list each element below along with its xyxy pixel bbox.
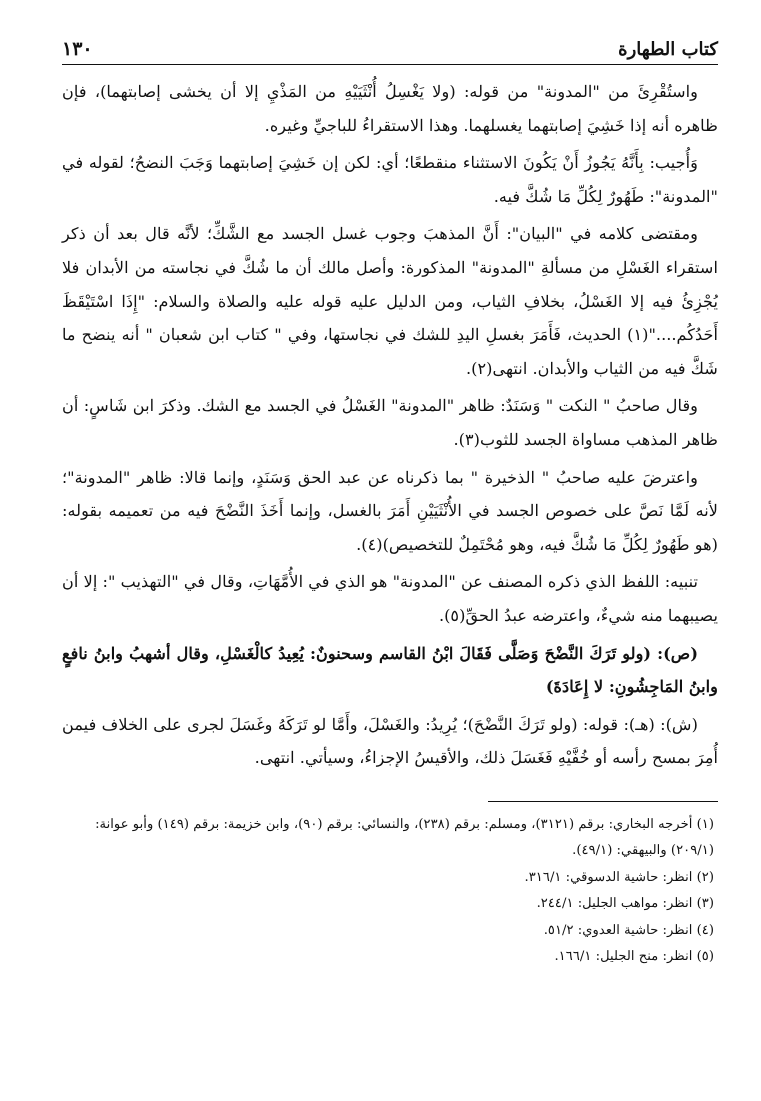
footnote-separator	[488, 801, 718, 802]
footnote-1: (١) أخرجه البخاري: برقم (٣١٢١)، ومسلم: برقم (٢٣٨)، والنسائي: برقم (٩٠)، وابن خزيمة: برقم (١٤٩) وأبو عوانة: (٢٠٩/١) والبيهقي: (٤٩/١).	[95, 816, 714, 859]
paragraph-8-sharh: (ش): (هـ): قوله: (ولو تَرَكَ النَّضْحَ)؛ يُرِيدُ: والغَسْلَ، وأَمَّا لو تَرَكَهُ وغَسَلَ لجرى على الخلاف فيمن أُمِرَ بمسح رأسه أو خُفَّيْهِ فَغَسَلَ ذلك، والأقيسُ الإجزاءُ، وسيأتي. انتهى.	[62, 714, 718, 768]
paragraph-7-matn: (ص): (ولو تَرَكَ النَّضْحَ وَصَلَّى فَقَالَ ابْنُ القاسم وسحنونٌ: يُعِيدُ كالْغَسْلِ، وقال أشهبُ وابنُ نافعٍ وابنُ المَاجِشُونِ: لا إِعَادَةَ)	[62, 643, 718, 697]
paragraph-4: وقال صاحبُ " النكت " وَسَنَدٌ: ظاهر "المدونة" الغَسْلُ في الجسد مع الشك. وذكرَ ابن شَاسٍ: أن ظاهر المذهب مساواة الجسد للثوب(٣).	[62, 396, 718, 449]
running-header	[62, 30, 718, 65]
page-number: ١٣٠	[62, 38, 93, 60]
book-page	[62, 30, 718, 971]
footnote-5: (٥) انظر: منح الجليل: ١٦٦/١.	[554, 949, 714, 965]
paragraph-3: ومقتضى كلامه في "البيان": أَنَّ المذهبَ وجوب غسل الجسد مع الشَّكِّ؛ لأنَّه قال بعد أن ذكر استقراء الغَسْلِ من مسألةِ "المدونة" المذكورة: وأصل مالك أن ما شُكَّ في نجاسته من الأبدان فلا يُجْزِئُ فيه إلا الغَسْلُ، بخلافِ الثياب، ومن الدليل عليه قوله عليه والصلاة والسلام: "إِذَا اسْتَيْقَظَ أَحَدُكُم...."(١) الحديث، فَأَمَرَ بغسلِ اليدِ للشك في نجاستها، وفي " كتاب ابن شعبان " أنه ينضح ما شَكَّ فيه من الثياب والأبدان. انتهى(٢).	[62, 224, 718, 378]
main-text	[62, 75, 718, 775]
chapter-title: كتاب الطهارة	[618, 39, 718, 60]
paragraph-1: واستُقْرِئَ من "المدونة" من قوله: (ولا يَغْسِلُ أُنْثَيَيْهِ من المَذْيِ إلا أن يخشى إصابتهما)، فإن ظاهره أنه إذا خَشِيَ إصابتهما يغسلهما. وهذا الاستقراءُ للباجيِّ وغيره.	[62, 82, 718, 135]
footnote-3: (٣) انظر: مواهب الجليل: ٢٤٤/١.	[536, 896, 714, 912]
footnote-4: (٤) انظر: حاشية العدوي: ٥١/٢.	[543, 922, 714, 938]
footnotes	[62, 812, 718, 971]
paragraph-5: واعترضَ عليه صاحبُ " الذخيرة " بما ذكرناه عن عبد الحق وَسَنَدٍ، وإنما قالا: ظاهر "المدونة"؛ لأنه لَمَّا نَصَّ على خصوص الجسد في الأُنْثَيَيْنِ أَمَرَ بالغسل، وإنما أَخَذَ النَّضْحَ فيه من تعميمه بقوله: (هو طَهُورٌ لِكُلِّ مَا شُكَّ فيه، وهو مُحْتَمِلٌ للتخصيص)(٤).	[62, 467, 718, 554]
paragraph-2: وَأُجيب: بِأَنَّهُ يَجُوزُ أَنْ يَكُونَ الاستثناء منقطعًا؛ أي: لكن إن خَشِيَ إصابتهما وَجَبَ النضحُ؛ لقوله في "المدونة": طَهُورٌ لِكُلِّ مَا شُكَّ فيه.	[62, 153, 718, 206]
footnote-2: (٢) انظر: حاشية الدسوقي: ٣١٦/١.	[524, 869, 714, 885]
paragraph-6: تنبيه: اللفظ الذي ذكره المصنف عن "المدونة" هو الذي في الأُمَّهَاتِ، وقال في "التهذيب ": إلا أن يصيبهما منه شيءٌ، واعترضه عبدُ الحقِّ(٥).	[62, 572, 718, 625]
